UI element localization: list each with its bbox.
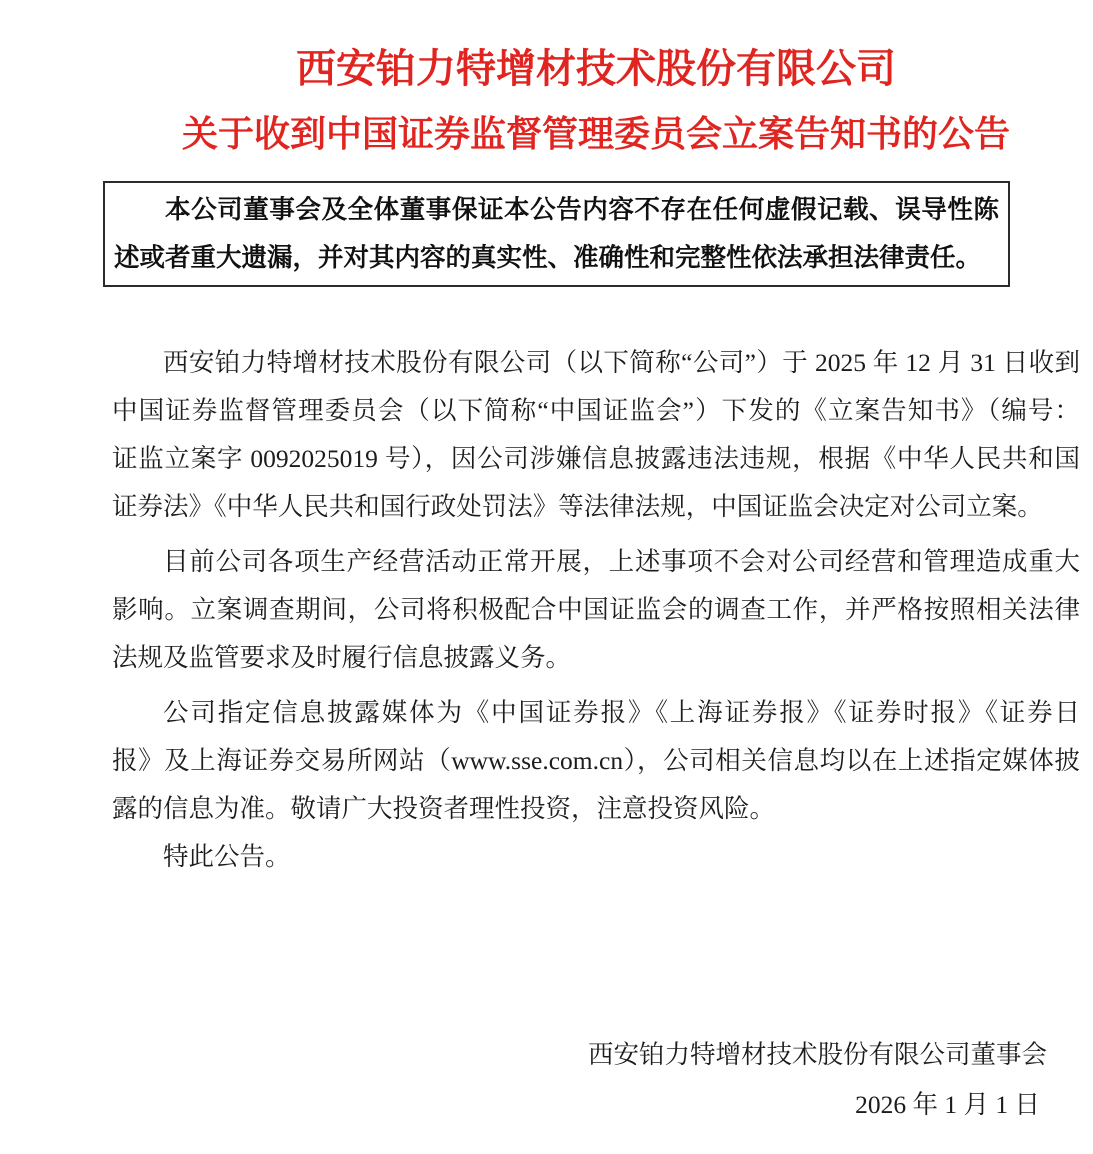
paragraph-business-impact: [112, 538, 1080, 682]
company-title: 西安铂力特增材技术股份有限公司: [296, 46, 896, 91]
text-line: 报》及上海证券交易所网站（www.sse.com.cn），公司相关信息均以在上述指定媒体披: [112, 746, 1080, 775]
announcement-body: [112, 339, 1080, 881]
text-line: 公司指定信息披露媒体为《中国证券报》《上海证券报》《证券时报》《证券日: [163, 698, 1080, 727]
text-line: 法规及监管要求及时履行信息披露义务。: [112, 643, 572, 672]
text-line: 露的信息为准。敬请广大投资者理性投资，注意投资风险。: [112, 794, 776, 823]
text-line: 证券法》《中华人民共和国行政处罚法》等法律法规，中国证监会决定对公司立案。: [112, 492, 1043, 521]
text-line: 本公司董事会及全体董事保证本公告内容不存在任何虚假记载、误导性陈: [165, 195, 999, 224]
announcement-title: 关于收到中国证券监督管理委员会立案告知书的公告: [181, 114, 1010, 154]
text-line: 影响。立案调查期间，公司将积极配合中国证监会的调查工作，并严格按照相关法律: [112, 595, 1080, 624]
board-disclaimer-box: [103, 181, 1010, 287]
text-line: 中国证券监督管理委员会（以下简称“中国证监会”）下发的《立案告知书》（编号：: [112, 396, 1080, 425]
text-line: 西安铂力特增材技术股份有限公司（以下简称“公司”）于 2025 年 12 月 31 日收到: [163, 348, 1080, 377]
text-line: 证监立案字 0092025019 号），因公司涉嫌信息披露违法违规，根据《中华人民共和国: [112, 444, 1080, 473]
announcement-date: 2026 年 1 月 1 日: [855, 1090, 1040, 1119]
board-signature: 西安铂力特增材技术股份有限公司董事会: [587, 1040, 1047, 1069]
text-line: 目前公司各项生产经营活动正常开展，上述事项不会对公司经营和管理造成重大: [163, 547, 1080, 576]
paragraph-disclosure-media: [112, 689, 1080, 833]
paragraph-case-filing-notice: [112, 339, 1080, 531]
document-content: [0, 46, 1093, 1131]
closing-statement: 特此公告。: [163, 842, 291, 871]
text-line: 述或者重大遗漏，并对其内容的真实性、准确性和完整性依法承担法律责任。: [114, 243, 982, 272]
signature-block: [112, 1031, 1080, 1131]
